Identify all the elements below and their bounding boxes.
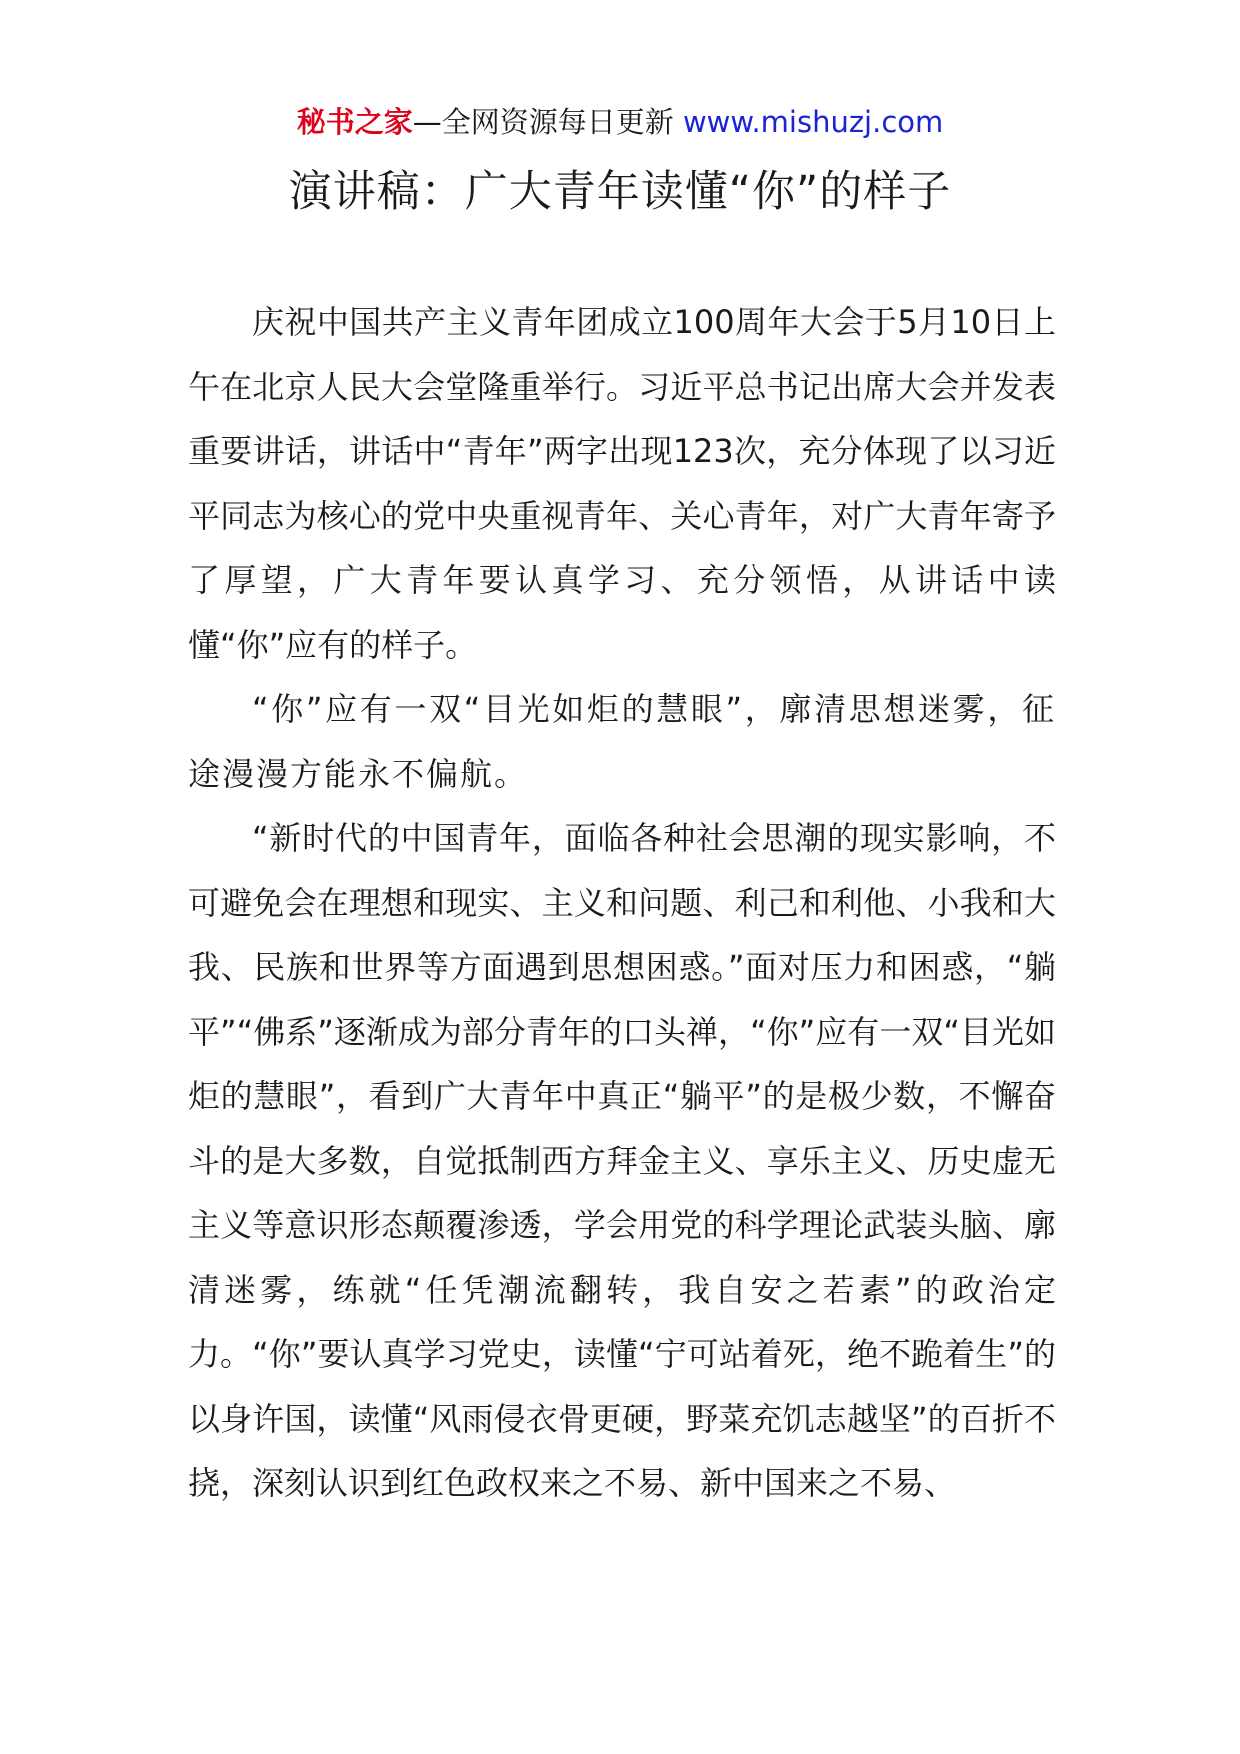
site-header xyxy=(0,102,1240,142)
paragraph-section-heading: “你”应有一双“目光如炬的慧眼”，廓清思想迷雾，征途漫漫方能永不偏航。 xyxy=(188,690,1056,793)
paragraph-body: “新时代的中国青年，面临各种社会思潮的现实影响，不可避免会在理想和现实、主义和问题、利己和利他、小我和大我、民族和世界等方面遇到思想困惑。”面对压力和困惑，“躺平”“佛系”逐渐成为部分青年的口头禅，“你”应有一双“目光如炬的慧眼”，看到广大青年中真正“躺平”的是极少数，不懈奋斗的是大多数，自觉抵制西方拜金主义、享乐主义、历史虚无主义等意识形态颠覆渗透，学会用党的科学理论武装头脑、廓清迷雾，练就“任凭潮流翻转，我自安之若素”的政治定力。“你”要认真学习党史，读懂“宁可站着死，绝不跪着生”的以身许国，读懂“风雨侵衣骨更硬，野菜充饥志越坚”的百折不挠，深刻认识到红色政权来之不易、新中国来之不易、 xyxy=(188,819,1056,1502)
brand-name: 秘书之家 xyxy=(296,105,413,139)
site-url-link[interactable]: www.mishuzj.com xyxy=(682,105,944,139)
header-tagline: —全网资源每日更新 xyxy=(412,105,683,139)
page-title: 演讲稿：广大青年读懂“你”的样子 xyxy=(288,167,952,217)
paragraph-intro: 庆祝中国共产主义青年团成立100周年大会于5月10日上午在北京人民大会堂隆重举行。习近平总书记出席大会并发表重要讲话，讲话中“青年”两字出现123次，充分体现了以习近平同志为核心的党中央重视青年、关心青年，对广大青年寄予了厚望，广大青年要认真学习、充分领悟，从讲话中读懂“你”应有的样子。 xyxy=(188,303,1056,664)
document-body xyxy=(188,290,1056,1516)
